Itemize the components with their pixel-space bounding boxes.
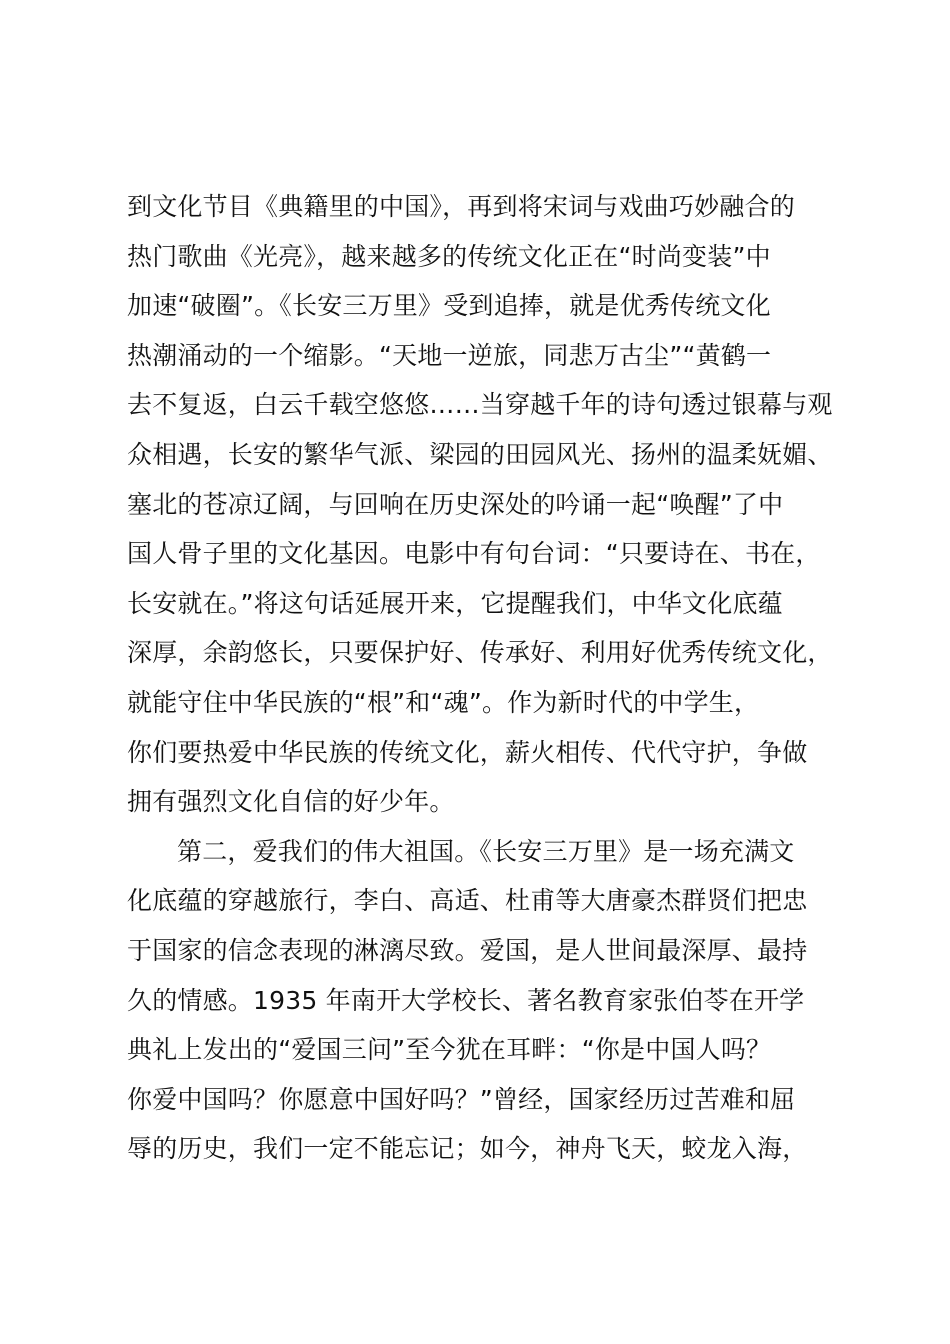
body-text [127,182,847,1174]
text-line: 热门歌曲《光亮》，越来越多的传统文化正在“时尚变装”中 [127,241,771,271]
text-line: 化底蕴的穿越旅行，李白、高适、杜甫等大唐豪杰群贤们把忠 [127,886,808,916]
text-line: 深厚，余韵悠长，只要保护好、传承好、利用好优秀传统文化， [127,638,833,668]
text-line: 你们要热爱中华民族的传统文化，薪火相传、代代守护，争做 [127,737,808,767]
text-line: 到文化节目《典籍里的中国》，再到将宋词与戏曲巧妙融合的 [127,192,795,221]
text-line: 辱的历史，我们一定不能忘记；如今，神舟飞天，蛟龙入海， [127,1134,808,1164]
text-line: 久的情感。1935 年南开大学校长、著名教育家张伯苓在开学 [127,985,805,1015]
text-line: 你爱中国吗？你愿意中国好吗？”曾经，国家经历过苦难和屈 [127,1084,796,1114]
text-line: 就能守住中华民族的“根”和“魂”。作为新时代的中学生， [127,687,760,717]
text-line: 塞北的苍凉辽阔，与回响在历史深处的吟诵一起“唤醒”了中 [127,489,784,519]
text-line: 长安就在。”将这句话延展开来，它提醒我们，中华文化底蕴 [127,588,783,618]
text-line: 于国家的信念表现的淋漓尽致。爱国，是人世间最深厚、最持 [127,935,808,965]
paragraph-start-line: 第二，爱我们的伟大祖国。《长安三万里》是一场充满文 [177,836,795,866]
text-line: 去不复返，白云千载空悠悠……当穿越千年的诗句透过银幕与观 [127,390,833,420]
text-line: 国人骨子里的文化基因。电影中有句台词：“只要诗在、书在， [127,539,821,569]
text-line: 拥有强烈文化自信的好少年。 [127,787,455,817]
text-line: 加速“破圈”。《长安三万里》受到追捧，就是优秀传统文化 [127,291,771,321]
text-line: 热潮涌动的一个缩影。“天地一逆旅，同悲万古尘”“黄鹤一 [127,340,772,370]
text-line: 典礼上发出的“爱国三问”至今犹在耳畔：“你是中国人吗？ [127,1035,772,1065]
text-line: 众相遇，长安的繁华气派、梁园的田园风光、扬州的温柔妩媚、 [127,439,833,469]
